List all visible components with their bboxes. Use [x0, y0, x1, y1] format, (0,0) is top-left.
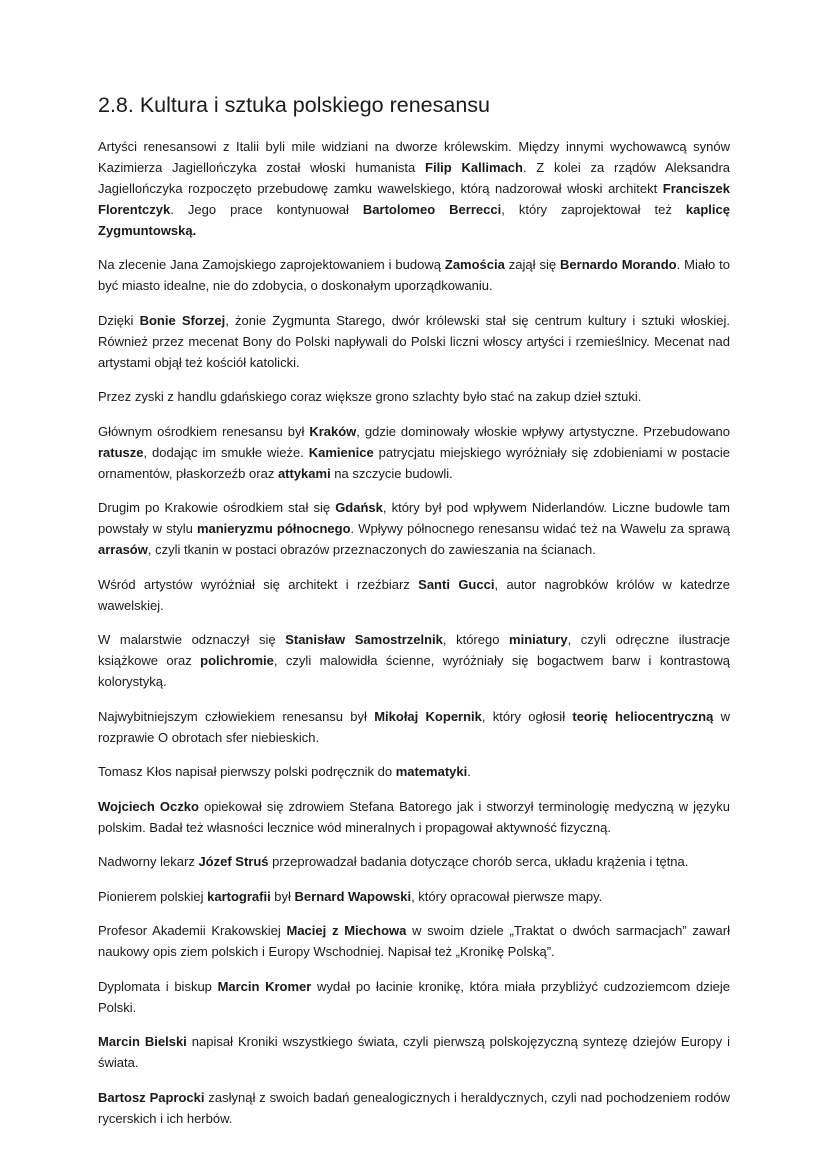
document-body	[98, 136, 730, 1129]
bold-term: attykami	[277, 465, 331, 481]
bold-term: Bonie Sforzej	[139, 312, 226, 328]
bold-term: Marcin Bielski	[98, 1034, 187, 1050]
text-run: Artyści renesansowi z Italii byli mile widziani na dworze królewskim. Między innymi wychowawcą synów Kazimierza Jagiellończyka został włoski humanista	[98, 138, 730, 175]
paragraph	[98, 920, 730, 962]
bold-term: polichromie	[200, 653, 274, 669]
bold-term: Józef Struś	[198, 854, 269, 870]
text-run: , czyli tkanin w postaci obrazów przeznaczonych do zawieszania na ścianach.	[147, 542, 596, 558]
text-run: przeprowadzał badania dotyczące chorób serca, układu krążenia i tętna.	[268, 854, 689, 870]
text-run: w swoim dziele „Traktat o dwóch sarmacjach” zawarł naukowy opis ziem polskich i Europy Wschodniej. Napisał też „Kronikę Polską”.	[98, 923, 730, 960]
text-run: , czyli malowidła ścienne, wyróżniały się bogactwem barw i kontrastową kolorystyką.	[98, 653, 730, 690]
text-run: Drugim po Krakowie ośrodkiem stał się	[98, 500, 336, 516]
bold-term: Filip Kallimach	[425, 159, 523, 175]
paragraph	[98, 1087, 730, 1129]
text-run: zajął się	[504, 257, 561, 273]
bold-term: kartografii	[207, 888, 271, 904]
text-run: , autor nagrobków królów w katedrze wawelskiej.	[98, 576, 730, 613]
paragraph	[98, 497, 730, 560]
text-run: Tomasz Kłos napisał pierwszy polski podręcznik do	[98, 764, 396, 780]
paragraph	[98, 310, 730, 373]
bold-term: manieryzmu północnego	[196, 521, 351, 537]
text-run: wydał po łacinie kronikę, która miała przybliżyć cudzoziemcom dzieje Polski.	[98, 978, 730, 1015]
text-run: , który opracował pierwsze mapy.	[411, 888, 603, 904]
text-run: opiekował się zdrowiem Stefana Batorego jak i stworzył terminologię medyczną w języku polskim. Badał też własności lecznice wód mineralnych i propagował aktywność fizyczną.	[98, 798, 730, 835]
bold-term: Mikołaj Kopernik	[374, 708, 482, 724]
text-run: Wśród artystów wyróżniał się architekt i rzeźbiarz	[98, 576, 419, 592]
text-run: w rozprawie O obrotach sfer niebieskich.	[98, 708, 730, 745]
bold-term: Marcin Kromer	[217, 978, 312, 994]
text-run: .	[467, 764, 471, 780]
bold-term: Kraków	[309, 423, 357, 439]
document-page	[98, 92, 730, 1142]
bold-term: Bernardo Morando	[560, 257, 677, 273]
paragraph	[98, 706, 730, 748]
paragraph	[98, 574, 730, 616]
bold-term: Bernard Wapowski	[294, 888, 412, 904]
paragraph	[98, 886, 730, 907]
paragraph	[98, 421, 730, 484]
paragraph	[98, 136, 730, 241]
bold-term: Bartosz Paprocki	[98, 1089, 205, 1105]
text-run: , żonie Zygmunta Starego, dwór królewski stał się centrum kultury i sztuki włoskiej. Również przez mecenat Bony do Polski napływali do Polski liczni włoscy artyści i rzemieślnicy. Mecenat nad artystami objął też kościół katolicki.	[98, 312, 730, 370]
paragraph	[98, 254, 730, 296]
paragraph	[98, 851, 730, 872]
paragraph	[98, 386, 730, 407]
text-run: Dzięki	[98, 312, 140, 328]
bold-term: Santi Gucci	[418, 576, 495, 592]
bold-term: Bartolomeo Berrecci	[362, 201, 502, 217]
bold-term: Wojciech Oczko	[98, 798, 199, 814]
paragraph	[98, 761, 730, 782]
text-run: , gdzie dominowały włoskie wpływy artystyczne. Przebudowano	[356, 423, 731, 439]
bold-term: matematyki	[395, 764, 468, 780]
text-run: , czyli odręczne ilustracje książkowe oraz	[98, 632, 730, 669]
text-run: . Miało to być miasto idealne, nie do zdobycia, o doskonałym uporządkowaniu.	[98, 257, 730, 294]
text-run: Nadworny lekarz	[98, 854, 199, 870]
bold-term: arrasów	[98, 542, 148, 558]
text-run: , który ogłosił	[481, 708, 573, 724]
text-run: Przez zyski z handlu gdańskiego coraz większe grono szlachty było stać na zakup dzieł sztuki.	[98, 389, 642, 405]
text-run: napisał Kroniki wszystkiego świata, czyli pierwszą polskojęzyczną syntezę dziejów Europy i świata.	[98, 1034, 730, 1071]
bold-term: ratusze	[98, 444, 144, 460]
paragraph	[98, 629, 730, 692]
text-run: . Z kolei za rządów Aleksandra Jagiellończyka rozpoczęto przebudowę zamku wawelskiego, którą nadzorował włoski architekt	[98, 159, 731, 196]
bold-term: Zamościa	[444, 257, 505, 273]
text-run: , którego	[442, 632, 510, 648]
bold-term: miniatury	[509, 632, 568, 648]
paragraph	[98, 976, 730, 1018]
section-title: 2.8. Kultura i sztuka polskiego renesansu	[98, 93, 491, 117]
text-run: był	[270, 888, 295, 904]
text-run: patrycjatu miejskiego wyróżniały się zdobieniami w postacie ornamentów, płaskorzeźb oraz	[98, 444, 730, 481]
bold-term: Maciej z Miechowa	[286, 923, 407, 939]
text-run: Dyplomata i biskup	[98, 978, 218, 994]
bold-term: Stanisław Samostrzelnik	[285, 632, 443, 648]
text-run: , który był pod wpływem Niderlandów. Liczne budowle tam powstały w stylu	[98, 500, 730, 537]
text-run: . Wpływy północnego renesansu widać też na Wawelu za sprawą	[350, 521, 730, 537]
text-run: Głównym ośrodkiem renesansu był	[98, 423, 310, 439]
paragraph	[98, 1031, 730, 1073]
paragraph	[98, 796, 730, 838]
bold-term: Franciszek Florentczyk	[98, 180, 730, 217]
text-run: , dodając im smukłe wieże.	[143, 444, 309, 460]
bold-term: teorię heliocentryczną	[572, 708, 714, 724]
text-run: , który zaprojektował też	[501, 201, 686, 217]
text-run: Najwybitniejszym człowiekiem renesansu był	[98, 708, 375, 724]
bold-term: Kamienice	[308, 444, 374, 460]
text-run: na szczycie budowli.	[330, 465, 453, 481]
bold-term: kaplicę Zygmuntowską.	[98, 201, 730, 238]
text-run: Pionierem polskiej	[98, 888, 208, 904]
text-run: zasłynął z swoich badań genealogicznych i heraldycznych, czyli nad pochodzeniem rodów rycerskich i ich herbów.	[98, 1089, 730, 1126]
text-run: Profesor Akademii Krakowskiej	[98, 923, 287, 939]
text-run: W malarstwie odznaczył się	[98, 632, 286, 648]
bold-term: Gdańsk	[335, 500, 383, 516]
text-run: Na zlecenie Jana Zamojskiego zaprojektowaniem i budową	[98, 257, 445, 273]
text-run: . Jego prace kontynuował	[170, 201, 363, 217]
